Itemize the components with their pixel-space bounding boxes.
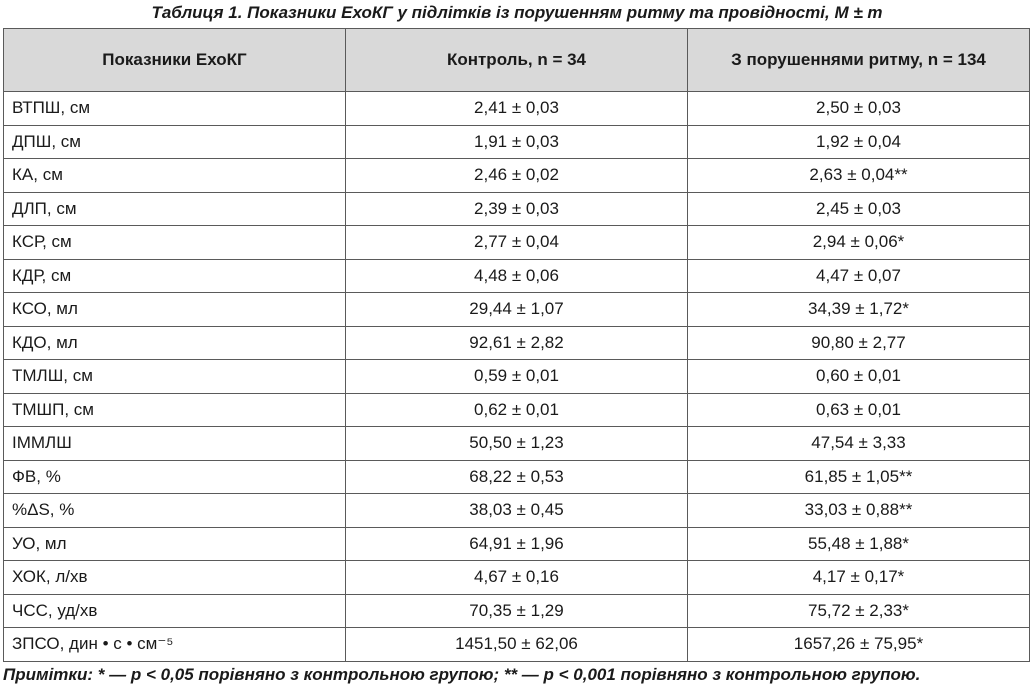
cell-control: 64,91 ± 1,96 — [346, 527, 688, 561]
cell-arrhythmia: 61,85 ± 1,05** — [688, 460, 1030, 494]
cell-control: 2,46 ± 0,02 — [346, 159, 688, 193]
table-notes: Примітки: * — p < 0,05 порівняно з контрольною групою; ** — p < 0,001 порівняно з контрольною групою. — [3, 665, 921, 684]
cell-arrhythmia: 2,94 ± 0,06* — [688, 226, 1030, 260]
cell-arrhythmia: 2,50 ± 0,03 — [688, 92, 1030, 126]
cell-control: 29,44 ± 1,07 — [346, 293, 688, 327]
cell-arrhythmia: 34,39 ± 1,72* — [688, 293, 1030, 327]
cell-arrhythmia: 33,03 ± 0,88** — [688, 494, 1030, 528]
cell-arrhythmia: 1657,26 ± 75,95* — [688, 628, 1030, 662]
cell-arrhythmia: 1,92 ± 0,04 — [688, 125, 1030, 159]
cell-control: 2,77 ± 0,04 — [346, 226, 688, 260]
column-header-control: Контроль, n = 34 — [346, 29, 688, 92]
cell-control: 1,91 ± 0,03 — [346, 125, 688, 159]
column-header-arrhythmia: З порушеннями ритму, n = 134 — [688, 29, 1030, 92]
header-row — [4, 29, 1030, 92]
cell-control: 38,03 ± 0,45 — [346, 494, 688, 528]
cell-control: 4,48 ± 0,06 — [346, 259, 688, 293]
cell-indicator: ВТПШ, см — [4, 92, 346, 126]
table-row — [4, 192, 1030, 226]
table-row — [4, 460, 1030, 494]
table-row — [4, 259, 1030, 293]
table-row — [4, 427, 1030, 461]
cell-control: 92,61 ± 2,82 — [346, 326, 688, 360]
cell-indicator: КСР, см — [4, 226, 346, 260]
table-row — [4, 594, 1030, 628]
table-row — [4, 628, 1030, 662]
cell-indicator: ЧСС, уд/хв — [4, 594, 346, 628]
cell-control: 2,41 ± 0,03 — [346, 92, 688, 126]
cell-indicator: ФВ, % — [4, 460, 346, 494]
cell-indicator: ЗПСО, дин • с • см⁻⁵ — [4, 628, 346, 662]
cell-arrhythmia: 4,47 ± 0,07 — [688, 259, 1030, 293]
cell-indicator: КА, см — [4, 159, 346, 193]
table-row — [4, 527, 1030, 561]
cell-control: 4,67 ± 0,16 — [346, 561, 688, 595]
echo-table — [3, 28, 1030, 662]
table-row — [4, 393, 1030, 427]
cell-control: 1451,50 ± 62,06 — [346, 628, 688, 662]
table-header — [4, 29, 1030, 92]
table-row — [4, 360, 1030, 394]
cell-control: 2,39 ± 0,03 — [346, 192, 688, 226]
table-body — [4, 92, 1030, 662]
cell-arrhythmia: 0,60 ± 0,01 — [688, 360, 1030, 394]
cell-indicator: КДО, мл — [4, 326, 346, 360]
cell-arrhythmia: 4,17 ± 0,17* — [688, 561, 1030, 595]
table-row — [4, 92, 1030, 126]
cell-control: 0,59 ± 0,01 — [346, 360, 688, 394]
cell-control: 68,22 ± 0,53 — [346, 460, 688, 494]
column-header-indicator: Показники ЕхоКГ — [4, 29, 346, 92]
cell-indicator: ТМЛШ, см — [4, 360, 346, 394]
table-caption: Таблиця 1. Показники ЕхоКГ у підлітків із порушенням ритму та провідності, M ± m — [151, 3, 883, 22]
cell-arrhythmia: 55,48 ± 1,88* — [688, 527, 1030, 561]
cell-arrhythmia: 47,54 ± 3,33 — [688, 427, 1030, 461]
cell-arrhythmia: 2,63 ± 0,04** — [688, 159, 1030, 193]
cell-arrhythmia: 75,72 ± 2,33* — [688, 594, 1030, 628]
cell-control: 70,35 ± 1,29 — [346, 594, 688, 628]
table-row — [4, 561, 1030, 595]
table-row — [4, 125, 1030, 159]
cell-indicator: ІММЛШ — [4, 427, 346, 461]
cell-indicator: КДР, см — [4, 259, 346, 293]
cell-control: 50,50 ± 1,23 — [346, 427, 688, 461]
cell-indicator: КСО, мл — [4, 293, 346, 327]
cell-arrhythmia: 0,63 ± 0,01 — [688, 393, 1030, 427]
table-row — [4, 159, 1030, 193]
table-row — [4, 293, 1030, 327]
cell-indicator: ДПШ, см — [4, 125, 346, 159]
cell-indicator: УО, мл — [4, 527, 346, 561]
cell-indicator: ХОК, л/хв — [4, 561, 346, 595]
cell-indicator: ТМШП, см — [4, 393, 346, 427]
cell-arrhythmia: 90,80 ± 2,77 — [688, 326, 1030, 360]
table-row — [4, 226, 1030, 260]
cell-control: 0,62 ± 0,01 — [346, 393, 688, 427]
table-row — [4, 326, 1030, 360]
cell-arrhythmia: 2,45 ± 0,03 — [688, 192, 1030, 226]
table-row — [4, 494, 1030, 528]
cell-indicator: %ΔS, % — [4, 494, 346, 528]
cell-indicator: ДЛП, см — [4, 192, 346, 226]
